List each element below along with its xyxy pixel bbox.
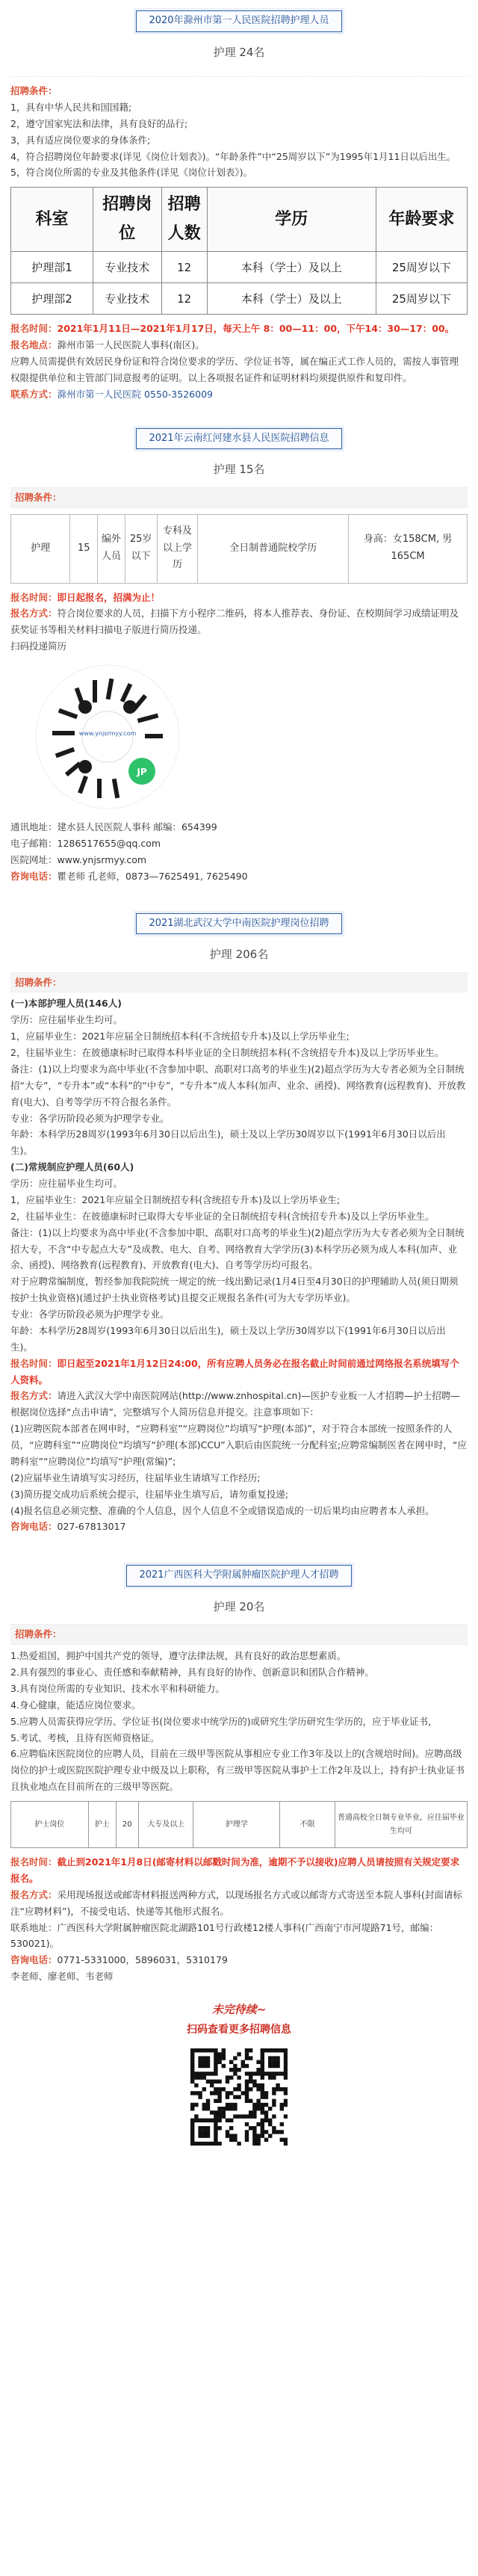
body-text: 应聘人员需提供有效居民身份证和符合岗位要求的学历、学位证书等，属在编正式工作人员的，需按人事管理权限提供单位和主管部门同意报考的证明。以上各项报名证件和证明材料均须提供原件和复印件。 <box>10 356 459 383</box>
table-cell: 专业技术 <box>93 252 161 283</box>
condition-item: 年龄：本科学历28周岁(1993年6月30日以后出生)，硕士及以上学历30周岁以下(1991年6月30日以后出生)。 <box>10 1324 446 1353</box>
footer-qr-code[interactable] <box>190 2048 288 2146</box>
condition-item: 2，往届毕业生：在彼德康标时已取得大专毕业证的全日制统招专科(含统招专升本)及以上学历毕业生。 <box>10 1210 435 1222</box>
table-row <box>11 252 468 283</box>
time-value: 即日起至2021年1月12日24:00，所有应聘人员务必在报名截止时间前通过网络报名系统填写个人资料。 <box>10 1357 459 1386</box>
table-cell: 护理学 <box>193 1802 280 1848</box>
condition-item: 专业：各学历阶段必须为护理学专业。 <box>10 1309 170 1320</box>
table-cell: 护理 <box>11 514 70 583</box>
position-table <box>10 187 468 315</box>
table-cell: 护士 <box>88 1802 116 1848</box>
website[interactable]: 医院网址：www.ynjsrmyy.com <box>10 853 147 865</box>
table-row <box>11 514 468 583</box>
table-cell: 普通高校全日制专业毕业，应往届毕业生均可 <box>335 1802 467 1848</box>
table-header: 招聘岗位 <box>93 188 161 252</box>
phone-value: 瞿老师 孔老师，0873—7625491, 7625490 <box>57 870 248 882</box>
table-cell: 本科（学士）及以上 <box>207 283 376 315</box>
table-cell: 25周岁以下 <box>376 283 467 315</box>
condition-item: 3，具有适应岗位要求的身体条件; <box>10 134 151 146</box>
positions-count: 护理 24名 <box>213 45 265 59</box>
time-label: 报名时间： <box>10 591 58 603</box>
condition-item: 学历：应往届毕业生均可。 <box>10 1014 123 1026</box>
condition-item: 备注：(1)以上均要求为高中毕业(不含参加中职、高职对口高考的毕业生)(2)超点学历为大专者必须为全日制统招“大专”，“专升本”或“本科”的“中专”，“专升本”成人本科(加声、业余、函授)、网络教育(远程教育)、开放教育(电大)、自考等学历不符合报名条件。 <box>10 1063 466 1108</box>
contact-label: 联系方式： <box>10 388 58 400</box>
phone-label: 咨询电话： <box>10 870 58 882</box>
condition-item: 4，符合招聘岗位年龄要求(详见《岗位计划表》)。“年龄条件”中“25周岁以下”为1995年1月11日以后出生。 <box>10 150 456 162</box>
table-cell: 护士岗位 <box>11 1802 89 1848</box>
time-label: 报名时间： <box>10 1357 58 1369</box>
conditions-label: 招聘条件： <box>15 976 62 988</box>
time-value: 即日起报名，招满为止！ <box>57 591 161 603</box>
table-cell: 护理部1 <box>11 252 93 283</box>
table-cell: 25周岁以下 <box>376 252 467 283</box>
qr-brand-text: JP <box>137 767 147 777</box>
table-header: 招聘人数 <box>161 188 207 252</box>
note-item: (3)简历提交成功后系统会提示，往届毕业生填写后，请勿重复投递; <box>10 1488 288 1500</box>
condition-item: 对于应聘常编制度，暂经参加我院院统一规定的统一线出勤记录(1月4日至4月30日的护理辅助人员(须日期须按护士执业资格)(通过护士执业资格考试)且提交正规报名条件(可为大专学历毕业)。 <box>10 1276 459 1304</box>
section-zhongnan <box>10 903 468 1536</box>
contact-value: 滁州市第一人民医院 0550-3526009 <box>57 388 213 400</box>
condition-item: 6.应聘临床医院岗位的应聘人员，目前在三级甲等医院从事相应专业工作3年及以上的(含规培时间)。应聘高级岗位的护士或医院医院护理专业中级及以上职称，有三级甲等医院从事护士工作2年及以上，持有护士执业证书且执业地点在目前所在的三级甲等医院。 <box>10 1748 465 1793</box>
condition-item: 5.应聘人员需获得应学历、学位证书(岗位要求中统学历的)或研究生学历研究生学历的，应于毕业证书， <box>10 1715 438 1727</box>
condition-item: 2.具有强烈的事业心、责任感和奉献精神，具有良好的协作、创新意识和团队合作精神。 <box>10 1667 374 1678</box>
positions-count: 护理 206名 <box>209 948 269 962</box>
condition-item: 年龄：本科学历28周岁(1993年6月30日以后出生)，硕士及以上学历30周岁以下(1991年6月30日以后出生)。 <box>10 1128 446 1157</box>
condition-item: 专业：各学历阶段必须为护理学专业。 <box>10 1112 170 1124</box>
table-cell: 20 <box>116 1802 139 1848</box>
conditions-label: 招聘条件： <box>15 491 62 503</box>
note-item: (4)报名信息必须完整、准确的个人信息，因个人信息不全或错误造成的一切后果均由应聘者本人承担。 <box>10 1504 435 1516</box>
method-label: 报名方式： <box>10 1888 58 1900</box>
sub-heading: (一)本部护理人员(146人) <box>10 998 122 1010</box>
table-row <box>11 283 468 315</box>
table-cell: 12 <box>161 252 207 283</box>
condition-item: 1，具有中华人民共和国国籍; <box>10 101 132 113</box>
position-table <box>10 514 468 584</box>
positions-count: 护理 20名 <box>213 1600 265 1613</box>
divider <box>10 70 468 77</box>
condition-item: 5.考试、考核，且待有医师资格证。 <box>10 1732 160 1743</box>
method-value: 采用现场报送或邮寄材料报送两种方式，以现场报名方式或以邮寄方式寄送至本院人事科(封面请标注“应聘材料”)，不接受电话、快递等其他形式报名。 <box>10 1888 462 1917</box>
table-cell: 15 <box>70 514 98 583</box>
table-cell: 大专及以上 <box>139 1802 193 1848</box>
section-chuzhou <box>10 0 468 403</box>
to-be-continued: 未完待续~ <box>211 2003 267 2016</box>
method-value: 请进入武汉大学中南医院网站(http://www.znhospital.cn)—医护专业板一人才招聘—护士招聘—根据岗位选择“点击申请”，完整填写个人简历信息并提交。注意事项如下： <box>10 1390 460 1418</box>
section-title: 2021广西医科大学附属肿瘤医院护理人才招聘 <box>126 1565 351 1587</box>
condition-item: 1，应届毕业生：2021年应届全日制统招本科(不含统招专升本)及以上学历毕业生; <box>10 1031 350 1043</box>
contact-address: 联系地址：广西医科大学附属肿瘤医院北湖路101号行政楼12楼人事科(广西南宁市河堤路71号，邮编：530021)。 <box>10 1921 439 1950</box>
phone-label: 咨询电话： <box>10 1954 58 1966</box>
table-cell: 不限 <box>280 1802 335 1848</box>
position-table <box>10 1801 468 1848</box>
time-label: 报名时间： <box>10 323 58 335</box>
table-cell: 专业技术 <box>93 283 161 315</box>
phone-label: 咨询电话： <box>10 1521 58 1533</box>
condition-item: 学历：应往届毕业生均可。 <box>10 1178 123 1189</box>
table-cell: 本科（学士）及以上 <box>207 252 376 283</box>
sub-heading: (二)常规制应护理人员(60人) <box>10 1161 134 1173</box>
condition-item: 1，应届毕业生：2021年应届全日制统招专科(含统招专升本)及以上学历毕业生; <box>10 1193 341 1205</box>
table-header: 学历 <box>207 188 376 252</box>
positions-count: 护理 15名 <box>213 463 265 477</box>
table-cell: 身高：女158CM, 男165CM <box>349 514 468 583</box>
table-header: 科室 <box>11 188 93 252</box>
condition-item: 5，符合岗位所需的专业及其他条件(详见《岗位计划表》)。 <box>10 167 252 179</box>
condition-item: 备注：(1)以上均要求为高中毕业(不含参加中职、高职对口高考的毕业生)(2)超点学历为大专者必须为全日制统招大专，不含“中专起点大专”及成教、电大、自考、网络教育大学学历(3)本科学历必须为成人本科(加声、业余、函授)、网络教育(远程教育)、开放教育(电大)、自考等学历均可报名。 <box>10 1226 465 1271</box>
time-value: 2021年1月11日—2021年1月17日，每天上午 8：00—11：00，下午14：30—17：00。 <box>57 323 455 335</box>
conditions-label: 招聘条件： <box>15 1628 62 1640</box>
section-title: 2021年云南红河建水县人民医院招聘信息 <box>136 428 341 450</box>
footer <box>10 1985 468 2168</box>
qr-center-text: www.ynjsrmyy.com <box>78 730 137 737</box>
section-guangxi <box>10 1554 468 1985</box>
table-header: 年龄要求 <box>376 188 467 252</box>
table-cell: 护理部2 <box>11 283 93 315</box>
time-label: 报名时间： <box>10 1856 58 1868</box>
scan-hint: 扫码投递简历 <box>10 640 67 652</box>
table-cell: 编外人员 <box>98 514 125 583</box>
time-value: 截止到2021年1月8日(邮寄材料以邮戳时间为准，逾期不予以接收)应聘人员请按照有关规定要求报名。 <box>10 1856 460 1884</box>
condition-item: 2，遵守国家宪法和法律，具有良好的品行; <box>10 117 188 129</box>
method-label: 报名方式： <box>10 608 58 620</box>
table-cell: 25岁以下 <box>125 514 157 583</box>
note-item: (1)应聘医院本部者在网申时，“应聘科室”“应聘岗位”均填写“护理(本部)”，对于符合本部统一按照条件的人员，“应聘科室”“应聘岗位”均填写“护理(本部)CCU”入职后由医院统一分配科室;应聘常编制医者在网申时，“应聘科室”“应聘岗位”均填写“护理(常编)”; <box>10 1423 467 1467</box>
table-row <box>11 1802 468 1848</box>
method-value: 符合岗位要求的人员，扫描下方小程序二维码，将本人推荐表、身份证、在校期间学习成绩证明及获奖证书等相关材料扫描电子版进行简历投递。 <box>10 608 459 636</box>
condition-item: 1.热爱祖国，拥护中国共产党的领导，遵守法律法规，具有良好的政治思想素质。 <box>10 1650 347 1662</box>
condition-item: 2，往届毕业生：在彼德康标时已取得本科毕业证的全日制统招本科(不含统招专升本)及以上学历毕业生。 <box>10 1047 444 1058</box>
address-label: 报名地点： <box>10 339 58 351</box>
mail-address: 通讯地址：建水县人民医院人事科 邮编：654399 <box>10 821 217 833</box>
phone-value: 027-67813017 <box>57 1521 126 1533</box>
section-title: 2021湖北武汉大学中南医院护理岗位招聘 <box>136 913 341 935</box>
address-value: 滁州市第一人民医院人事科(南区)。 <box>57 339 205 351</box>
conditions-label: 招聘条件： <box>10 85 58 96</box>
method-label: 报名方式： <box>10 1390 58 1402</box>
condition-item: 4.身心健康，能适应岗位要求。 <box>10 1699 141 1711</box>
note-item: (2)应届毕业生请填写实习经历，往届毕业生请填写工作经历; <box>10 1471 261 1483</box>
table-cell: 专科及以上学历 <box>157 514 198 583</box>
mini-program-qr-code[interactable] <box>33 662 182 812</box>
email[interactable]: 电子邮箱：1286517655@qq.com <box>10 837 161 849</box>
condition-item: 3.具有岗位所需的专业知识、技术水平和科研能力。 <box>10 1682 225 1694</box>
table-cell: 12 <box>161 283 207 315</box>
phone-value: 0771-5331000，5896031，5310179 <box>57 1954 228 1966</box>
scan-more-hint: 扫码查看更多招聘信息 <box>187 2024 291 2036</box>
contact-people: 李老师、廖老师、韦老师 <box>10 1971 114 1983</box>
section-title: 2020年滁州市第一人民医院招聘护理人员 <box>136 10 341 32</box>
table-cell: 全日制普通院校学历 <box>198 514 349 583</box>
section-jianshui <box>10 418 468 885</box>
